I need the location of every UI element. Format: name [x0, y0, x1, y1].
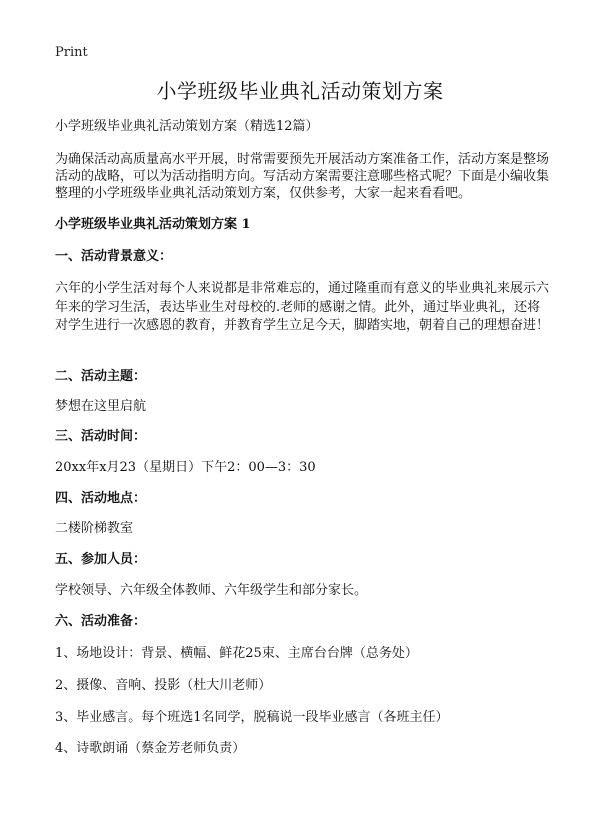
section-6-heading: 六、活动准备：: [55, 614, 147, 629]
section-5-body: 学校领导、六年级全体教师、六年级学生和部分家长。: [55, 583, 368, 598]
section-3-heading: 三、活动时间：: [55, 429, 147, 444]
intro-paragraph: 为确保活动高质量高水平开展，时常需要预先开展活动方案准备工作，活动方案是整场活动的战略，可以为活动指明方向。写活动方案需要注意哪些格式呢？下面是小编收集整理的小学班级毕业典礼活动策划方案，仅供参考，大家一起来看看吧。: [55, 152, 550, 201]
section-4-body: 二楼阶梯教室: [55, 521, 134, 536]
section-1-heading: 一、活动背景意义：: [55, 249, 173, 264]
section-3-body: 20xx年x月23（星期日）下午2：00—3：30: [55, 460, 316, 475]
section-6-item: 3、毕业感言。每个班选1名同学，脱稿说一段毕业感言（各班主任）: [55, 710, 449, 725]
document-subtitle: 小学班级毕业典礼活动策划方案（精选12篇）: [55, 119, 319, 134]
print-label[interactable]: Print: [55, 45, 88, 60]
section-2-body: 梦想在这里启航: [55, 399, 147, 414]
section-2-heading: 二、活动主题：: [55, 369, 147, 384]
document-title: 小学班级毕业典礼活动策划方案: [156, 79, 444, 103]
section-5-heading: 五、参加人员：: [55, 552, 147, 567]
section-6-item: 2、摄像、音响、投影（杜大川老师）: [55, 678, 272, 693]
section-1-body: 六年的小学生活对每个人来说都是非常难忘的，通过隆重而有意义的毕业典礼来展示六年来的学习生活，表达毕业生对母校的.老师的感谢之情。此外，通过毕业典礼，还将对学生进行一次感恩的教育，并教育学生立足今天，脚踏实地，朝着自己的理想奋进！: [55, 281, 550, 333]
plan-heading: 小学班级毕业典礼活动策划方案 1: [55, 217, 251, 232]
section-4-heading: 四、活动地点：: [55, 491, 147, 506]
section-6-item: 1、场地设计：背景、横幅、鲜花25束、主席台台牌（总务处）: [55, 646, 418, 661]
section-6-item: 4、诗歌朗诵（蔡金芳老师负责）: [55, 741, 246, 756]
